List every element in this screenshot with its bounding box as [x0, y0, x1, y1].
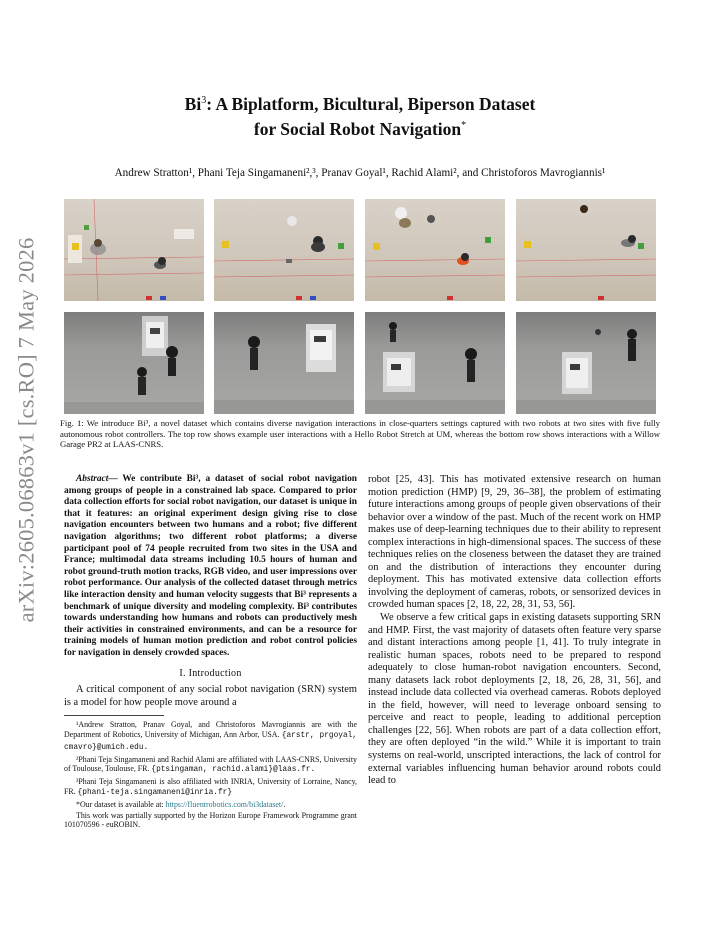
arxiv-sidebar-stamp — [6, 190, 46, 670]
um-scene-2-image — [214, 199, 354, 301]
footnote-dataset — [64, 800, 357, 810]
title-superscript: 3 — [201, 95, 207, 106]
um-scene-3-image — [365, 199, 505, 301]
footnote-email: {phani-teja.singamaneni@inria.fr} — [77, 788, 233, 797]
dataset-link[interactable]: https://fluentrobotics.com/bi3dataset/ — [165, 799, 284, 809]
laas-scene-4-image — [516, 312, 656, 414]
footnote-1 — [64, 720, 357, 753]
footnote-3 — [64, 777, 357, 799]
left-column — [64, 474, 357, 830]
footnote-email: {arstr, prgoyal, cmavro}@umich.edu. — [64, 731, 357, 752]
title-footnote-mark: * — [461, 119, 467, 131]
footnote-2 — [64, 755, 357, 777]
author-list: Andrew Stratton¹, Phani Teja Singamaneni²,³, Pranav Goyal¹, Rachid Alami², and Christoforos Mavrogiannis¹ — [114, 167, 606, 179]
footnote-text: . — [283, 799, 286, 809]
um-scene-1-image — [64, 199, 204, 301]
title-part: : A Biplatform, Bicultural, Biperson Dataset — [206, 93, 536, 114]
laas-scene-3-image — [365, 312, 505, 414]
um-scene-4-image — [516, 199, 656, 301]
abstract-body: — We contribute Bi³, a dataset of social robot navigation among groups of people in a constrained lab space. Compared to prior data collection efforts for social robot navigation, our dataset is unique in that it features: an original experiment design giving rise to close navigation encounters between two humans and a robot; five different navigation algorithms; two different robot platforms; a diverse participant pool of 74 people recruited from two sites in the USA and France; multimodal data streams including 10.5 hours of human and robot ground-truth motion tracks, RGB video, and user impressions over robot performance. Our analysis of the collected dataset through metrics like interaction density and human velocity suggests that Bi³ represents a benchmark of unique diversity and modeling complexity. Bi³ contributes towards understanding how humans and robots can productively mesh their activities in constrained environments, and can be a resource for training models of human motion prediction and robot control policies for navigation in densely crowded spaces. — [64, 474, 357, 658]
arxiv-identifier: arXiv:2605.06863v1 [cs.RO] 7 May 2026 — [13, 237, 39, 623]
section-heading: I. Introduction — [179, 667, 242, 679]
footnote-text: ²Phani Teja Singamaneni and Rachid Alami are affiliated with LAAS-CNRS, University of Toulouse, Toulouse, FR. — [64, 754, 357, 774]
laas-scene-1-image — [64, 312, 204, 414]
footnote-rule — [64, 715, 164, 716]
abstract-lead: Abstract — [76, 474, 109, 484]
body-paragraph-1: robot [25, 43]. This has motivated extensive research on human motion prediction (HMP) [9, 29, 36–38], the problem of estimating future interactions among groups of people given observations of their behavior over a window of the past. Much of the recent work on HMP makes use of deep-learning techniques due to their ability to represent complex interactions in high-dimensional spaces. The success of these techniques relies on the closeness between the dataset they are trained on and the distribution of interactions they encounter during deployment. This has motivated extensive data collection efforts involving the deployment of cameras, robots, or sensorized devices in crowded human spaces [2, 18, 22, 28, 31, 53, 56]. — [368, 474, 661, 611]
figure-caption: Fig. 1: We introduce Bi³, a novel dataset which contains diverse navigation interactions in close-quarters settings captured with two robots at two sites with five fully autonomous robot controllers. The top row shows example user interactions with a Hello Robot Stretch at UM, whereas the bottom row shows interactions with a Willow Garage PR2 at LAAS-CNRS. — [60, 418, 660, 450]
title-part: Bi — [184, 93, 202, 114]
title-part: for Social Robot Navigation — [253, 118, 462, 139]
footnote-text: ¹Andrew Stratton, Pranav Goyal, and Christoforos Mavrogiannis are with the Department of Robotics, University of Michigan, Ann Arbor, USA. — [64, 720, 357, 739]
paper-title — [60, 90, 660, 140]
footnote-funding: This work was partially supported by the Horizon Europe Framework Programme grant 101070596 - euROBIN. — [64, 810, 357, 830]
abstract — [64, 474, 357, 660]
footnote-text: *Our dataset is available at: — [76, 799, 166, 809]
intro-paragraph: A critical component of any social robot navigation (SRN) system is a model for how people move around a — [64, 684, 357, 708]
footnote-email: {ptsingaman, rachid.alami}@laas.fr. — [151, 766, 316, 775]
laas-scene-2-image — [214, 312, 354, 414]
footnote-text: ³Phani Teja Singamaneni is also affiliated with INRIA, University of Lorraine, Nancy, FR. — [64, 777, 357, 796]
body-paragraph-2: We observe a few critical gaps in existing datasets supporting SRN and HMP. First, the vast majority of datasets often feature very sparse and distant interactions among people [1, 41]. To truly integrate in realistic human spaces, robots need to be prepared to respond adequately to close human-robot navigation encounters. Second, many datasets lack robot deployments [2, 18, 26, 28, 31, 56], and instead include data collected via overhead cameras. Robots deployed in the field, however, will need to leverage onboard sensing to perceive and react to people, leading to additional perception challenges [22, 56]. When robots are part of a data collection effort, they are often deployed “in the wild.” While it is important to train systems on real-world, unscripted interactions, the lack of control for external variables influencing human behavior around robots could lead to — [368, 612, 661, 787]
right-column — [368, 474, 661, 788]
